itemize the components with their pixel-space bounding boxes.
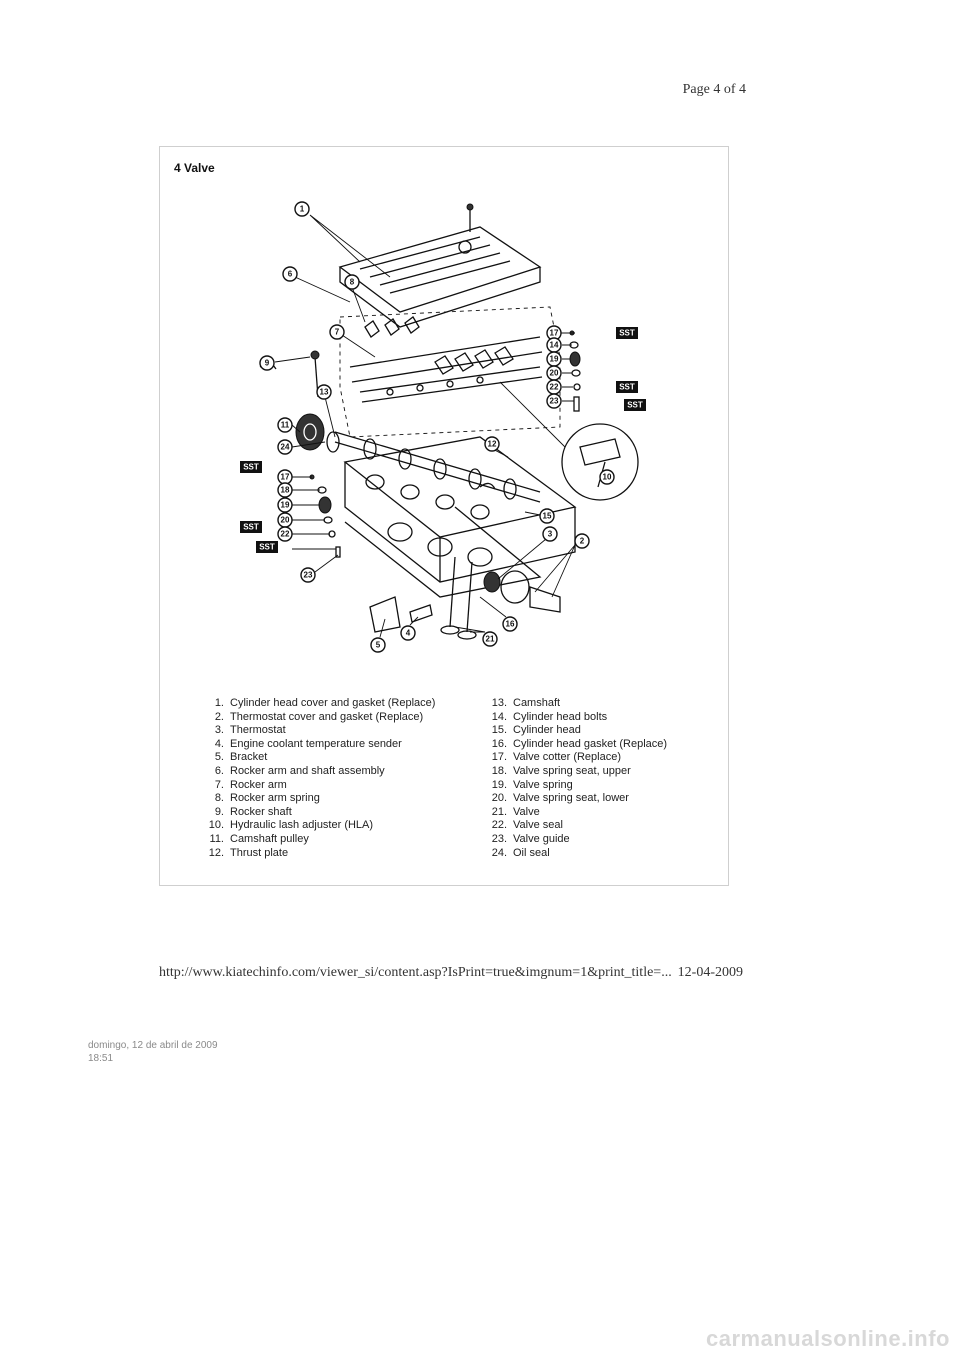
figure-title: 4 Valve	[174, 161, 215, 175]
svg-text:12: 12	[487, 439, 497, 449]
legend-item-text: Rocker arm spring	[230, 792, 320, 805]
legend-item	[202, 697, 435, 711]
cylinder-head-exploded-view	[240, 187, 660, 677]
legend-item-text: Valve	[513, 805, 540, 818]
svg-text:4: 4	[405, 628, 411, 638]
legend-item-number: 9.	[214, 805, 224, 818]
legend-item	[485, 751, 667, 765]
svg-text:22: 22	[549, 382, 559, 392]
callout-23-left	[301, 568, 315, 582]
svg-text:7: 7	[334, 327, 340, 337]
legend-item-number: 13.	[491, 697, 507, 709]
legend-item-text: Valve spring seat, lower	[513, 792, 629, 805]
svg-text:17: 17	[280, 472, 290, 482]
svg-text:17: 17	[549, 328, 559, 338]
valve-drawing	[441, 557, 476, 639]
legend-item-number: 2.	[214, 710, 224, 723]
print-date: 12-04-2009	[677, 965, 743, 980]
legend-item-text: Rocker arm and shaft assembly	[230, 764, 385, 777]
legend-item	[485, 711, 667, 725]
svg-text:SST: SST	[619, 328, 635, 338]
callout-3	[543, 527, 557, 541]
svg-text:SST: SST	[627, 400, 643, 410]
legend-item	[202, 751, 435, 765]
callout-22-right	[547, 380, 561, 394]
camshaft-drawing	[335, 432, 540, 502]
camshaft-pulley-drawing	[296, 414, 339, 452]
legend-item-number: 21.	[491, 805, 507, 818]
legend-item-number: 11.	[209, 832, 224, 845]
legend-item-text: Thermostat	[230, 724, 286, 737]
legend-item	[202, 738, 435, 752]
rocker-arm-assembly-drawing	[350, 317, 542, 402]
legend-item-number: 22.	[491, 819, 507, 832]
svg-text:11: 11	[280, 420, 290, 430]
svg-text:16: 16	[505, 619, 515, 629]
parts-legend-right	[485, 697, 667, 860]
legend-item-number: 12.	[208, 846, 224, 859]
legend-item-text: Engine coolant temperature sender	[230, 737, 402, 750]
legend-item-text: Bracket	[230, 751, 268, 764]
legend-item	[485, 819, 667, 833]
watermark: carmanualsonline.info	[706, 1326, 950, 1351]
legend-item	[485, 833, 667, 847]
legend-item-number: 7.	[214, 778, 224, 791]
sst-badge	[256, 541, 278, 553]
legend-item-number: 17.	[491, 751, 507, 764]
legend-item-number: 1.	[214, 697, 224, 709]
callout-20-right	[547, 366, 561, 380]
legend-item	[485, 779, 667, 793]
legend-item-text: Camshaft	[513, 697, 561, 709]
callout-4	[401, 626, 415, 640]
legend-item-number: 23.	[491, 832, 507, 845]
legend-item-number: 19.	[491, 778, 507, 791]
legend-item	[202, 765, 435, 779]
timestamp-date: domingo, 12 de abril de 2009	[88, 1040, 218, 1051]
legend-item-text: Cylinder head bolts	[513, 710, 608, 723]
thermostat-drawing	[484, 571, 560, 612]
callout-9	[260, 356, 274, 370]
legend-item	[202, 819, 435, 833]
svg-text:20: 20	[280, 515, 290, 525]
svg-text:19: 19	[549, 354, 559, 364]
legend-item-text: Valve seal	[513, 819, 563, 832]
legend-item-text: Rocker shaft	[230, 805, 292, 818]
source-url: http://www.kiatechinfo.com/viewer_si/content.asp?IsPrint=true&imgnum=1&print_title=...	[159, 965, 672, 980]
legend-item	[202, 806, 435, 820]
legend-item	[485, 697, 667, 711]
legend-item	[485, 847, 667, 861]
svg-text:2: 2	[579, 536, 585, 546]
legend-item	[202, 792, 435, 806]
legend-item-number: 8.	[214, 792, 224, 805]
callout-20-left	[278, 513, 292, 527]
timestamp-time: 18:51	[88, 1053, 114, 1064]
callout-5	[371, 638, 385, 652]
callout-13	[317, 385, 331, 399]
valve-parts-stack-left	[310, 475, 340, 557]
callout-22-left	[278, 527, 292, 541]
parts-legend-left	[202, 697, 435, 860]
callout-12	[485, 437, 499, 451]
legend-item-number: 20.	[491, 792, 507, 805]
callout-19-left	[278, 498, 292, 512]
valve-parts-stack-right	[570, 331, 580, 411]
svg-text:9: 9	[264, 358, 270, 368]
callout-19-right	[547, 352, 561, 366]
legend-item	[485, 724, 667, 738]
svg-text:22: 22	[280, 529, 290, 539]
svg-text:18: 18	[280, 485, 290, 495]
legend-item-number: 14.	[491, 710, 507, 723]
legend-item-number: 6.	[214, 764, 224, 777]
hla-detail-circle	[500, 382, 638, 500]
legend-item	[202, 779, 435, 793]
svg-text:1: 1	[299, 204, 305, 214]
svg-text:23: 23	[303, 570, 313, 580]
sst-badge	[240, 461, 262, 473]
svg-text:SST: SST	[243, 462, 259, 472]
legend-item-number: 18.	[491, 764, 507, 777]
legend-item	[485, 738, 667, 752]
svg-text:5: 5	[375, 640, 381, 650]
callout-1	[295, 202, 309, 216]
svg-text:19: 19	[280, 500, 290, 510]
legend-item-text: Thermostat cover and gasket (Replace)	[230, 710, 424, 723]
legend-item-text: Cylinder head gasket (Replace)	[513, 737, 668, 750]
callout-14	[547, 338, 561, 352]
legend-item-text: Valve spring seat, upper	[513, 764, 631, 777]
sst-badge	[624, 399, 646, 411]
svg-text:20: 20	[549, 368, 559, 378]
legend-item-text: Valve guide	[513, 832, 570, 845]
svg-text:21: 21	[485, 634, 495, 644]
legend-item	[485, 806, 667, 820]
legend-item-number: 3.	[214, 724, 224, 737]
legend-item-text: Hydraulic lash adjuster (HLA)	[230, 819, 374, 832]
svg-text:6: 6	[287, 269, 293, 279]
svg-text:10: 10	[602, 472, 612, 482]
page-number-label: Page 4 of 4	[682, 82, 746, 97]
legend-item-text: Rocker arm	[230, 778, 287, 791]
callout-6	[283, 267, 297, 281]
callout-11	[278, 418, 292, 432]
svg-text:15: 15	[542, 511, 552, 521]
callout-18-left	[278, 483, 292, 497]
sst-badge	[616, 327, 638, 339]
legend-item-text: Valve spring	[513, 778, 573, 791]
legend-item-number: 24.	[491, 846, 507, 859]
legend-item-number: 5.	[214, 751, 224, 764]
exploded-diagram-figure	[159, 146, 729, 886]
legend-item-text: Valve cotter (Replace)	[513, 751, 622, 764]
callout-10	[600, 470, 614, 484]
callout-17-left	[278, 470, 292, 484]
legend-item	[202, 724, 435, 738]
callout-23-right	[547, 394, 561, 408]
callout-2	[575, 534, 589, 548]
legend-item-number: 4.	[214, 737, 224, 750]
legend-item-text: Cylinder head	[513, 724, 581, 737]
coolant-sender-drawing	[410, 605, 432, 622]
callout-21	[483, 632, 497, 646]
legend-item-text: Oil seal	[513, 846, 550, 859]
timestamp-note	[88, 1039, 218, 1065]
callout-15	[540, 509, 554, 523]
callout-24	[278, 440, 292, 454]
legend-item-number: 16.	[491, 737, 507, 750]
legend-item-number: 15.	[491, 724, 507, 737]
legend-item-text: Thrust plate	[230, 846, 289, 859]
svg-text:SST: SST	[619, 382, 635, 392]
callout-8	[345, 275, 359, 289]
print-footer	[159, 965, 743, 981]
svg-text:13: 13	[319, 387, 329, 397]
sst-badge	[240, 521, 262, 533]
legend-item	[202, 711, 435, 725]
legend-item	[202, 847, 435, 861]
legend-item	[202, 833, 435, 847]
legend-item-text: Cylinder head cover and gasket (Replace)	[230, 697, 436, 709]
callout-7	[330, 325, 344, 339]
legend-item-text: Camshaft pulley	[230, 832, 309, 845]
legend-item	[485, 765, 667, 779]
svg-text:23: 23	[549, 396, 559, 406]
cylinder-head-drawing	[345, 437, 575, 582]
svg-text:SST: SST	[243, 522, 259, 532]
svg-text:14: 14	[549, 340, 559, 350]
callout-16	[503, 617, 517, 631]
sst-badge	[616, 381, 638, 393]
legend-item	[485, 792, 667, 806]
svg-text:SST: SST	[259, 542, 275, 552]
cylinder-head-gasket-drawing	[345, 507, 540, 597]
bracket-drawing	[370, 597, 400, 632]
svg-text:8: 8	[349, 277, 355, 287]
legend-item-number: 10.	[208, 819, 224, 832]
svg-text:24: 24	[280, 442, 290, 452]
svg-text:3: 3	[547, 529, 553, 539]
